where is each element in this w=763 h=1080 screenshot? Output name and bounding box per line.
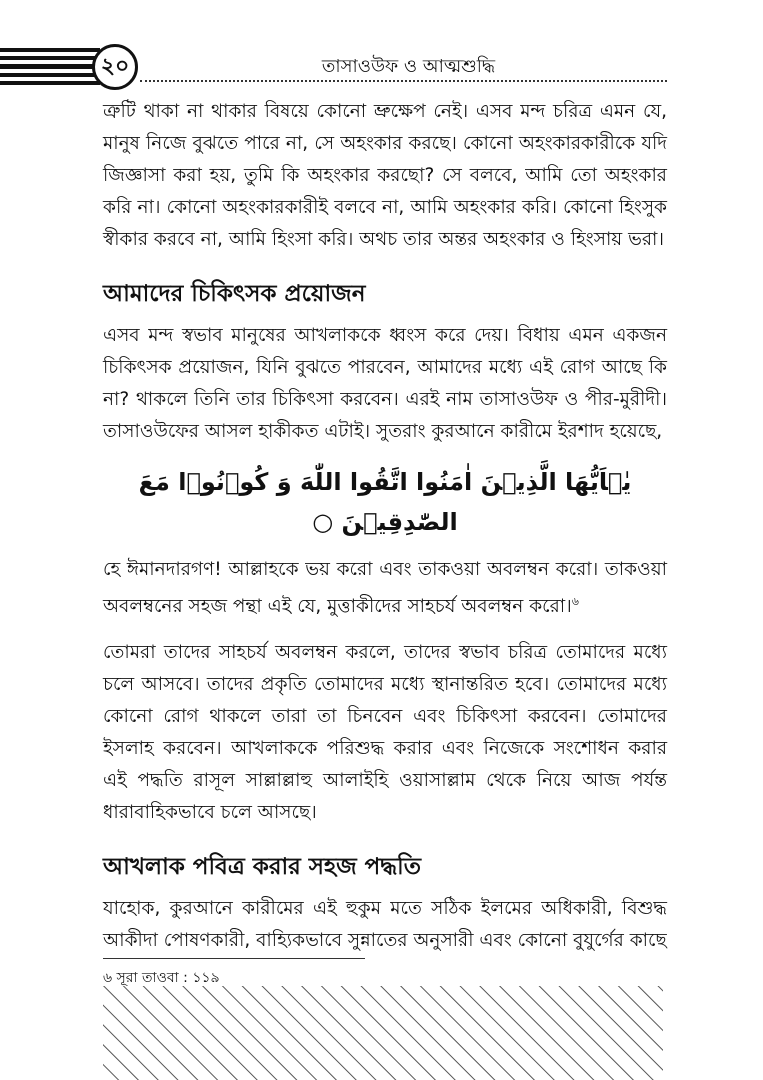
- page-number: ২০: [92, 44, 138, 90]
- paragraph-translation: [103, 554, 667, 623]
- paragraph: ত্রুটি থাকা না থাকার বিষয়ে কোনো ভ্রুক্ষেপ নেই। এসব মন্দ চরিত্র এমন যে, মানুষ নিজে বুঝতে পারে না, সে অহংকার করছে। কোনো অহংকারকারীকে যদি জিজ্ঞাসা করা হয়, তুমি কি অহংকার করছো? সে বলবে, আমি তো অহংকার করি না। কোনো অহংকারকারীই বলবে না, আমি অহংকার করি। কোনো হিংসুক স্বীকার করবে না, আমি হিংসা করি। অথচ তার অন্তর অহংকার ও হিংসায় ভরা।: [103, 101, 667, 250]
- quran-verse: يٰۤاَيُّهَا الَّذِيۡنَ اٰمَنُوا اتَّقُوا اللّٰهَ وَ كُوۡنُوۡا مَعَ الصّٰدِقِيۡنَ ○: [138, 468, 632, 536]
- footnote-reference: ৬: [571, 595, 579, 608]
- translation-text: হে ঈমানদারগণ! আল্লাহকে ভয় করো এবং তাকওয়া অবলম্বন করো। তাকওয়া অবলম্বনের সহজ পন্থা এই যে, মুত্তাকীদের সাহচর্য অবলম্বন করো।: [103, 559, 667, 618]
- running-title: তাসাওউফ ও আত্মশুদ্ধি: [321, 56, 496, 77]
- paragraph: যাহোক, কুরআনে কারীমের এই হুকুম মতে সঠিক ইলমের অধিকারী, বিশুদ্ধ আকীদা পোষণকারী, বাহ্যিকভাবে সুন্নাতের অনুসারী এবং কোনো বুযুর্গের কাছে: [103, 898, 667, 952]
- corner-decoration: [683, 980, 763, 1080]
- paragraph: তোমরা তাদের সাহচর্য অবলম্বন করলে, তাদের স্বভাব চরিত্র তোমাদের মধ্যে চলে আসবে। তাদের প্রকৃতি তোমাদের মধ্যে স্থানান্তরিত হবে। তোমাদের মধ্যে কোনো রোগ থাকলে তারা তা চিনবেন এবং চিকিৎসা করবেন। তোমাদের ইসলাহ করবেন। আখলাককে পরিশুদ্ধ করার এবং নিজেকে সংশোধন করার এই পদ্ধতি রাসূল সাল্লাল্লাহু আলাইহি ওয়াসাল্লাম থেকে নিয়ে আজ পর্যন্ত ধারাবাহিকভাবে চলে আসছে।: [103, 642, 667, 824]
- footnote: ৬ সূরা তাওবা : ১১৯: [103, 970, 220, 986]
- header-decoration: [0, 48, 100, 90]
- section-heading: আমাদের চিকিৎসক প্রয়োজন: [103, 281, 366, 307]
- footer-hatch-pattern: [103, 986, 663, 1080]
- paragraph: এসব মন্দ স্বভাব মানুষের আখলাককে ধ্বংস করে দেয়। বিধায় এমন একজন চিকিৎসক প্রয়োজন, যিনি বুঝতে পারবেন, আমাদের মধ্যে এই রোগ আছে কি না? থাকলে তিনি তার চিকিৎসা করবেন। এরই নাম তাসাওউফ ও পীর-মুরীদী। তাসাওউফের আসল হাকীকত এটাই। সুতরাং কুরআনে কারীমে ইরশাদ হয়েছে,: [103, 325, 667, 442]
- section-heading: আখলাক পবিত্র করার সহজ পদ্ধতি: [103, 854, 421, 881]
- footnote-divider: [103, 958, 365, 959]
- page-body: [103, 96, 667, 971]
- header-dotted-rule: [140, 80, 667, 82]
